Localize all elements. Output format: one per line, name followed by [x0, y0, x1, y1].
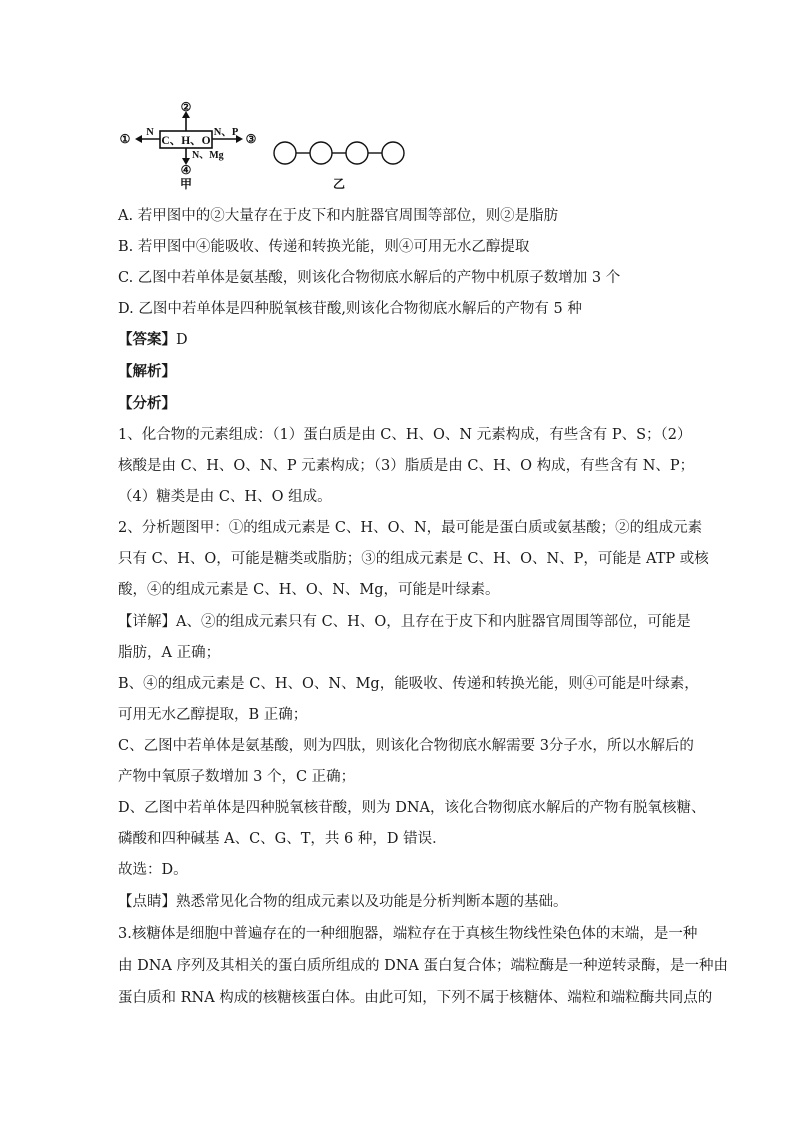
- analysis-line: 只有 C、H、O，可能是糖类或脂肪；③的组成元素是 C、H、O、N、P，可能是 ATP 或核: [118, 551, 709, 567]
- jia-bottom-number: ④: [180, 163, 192, 177]
- detail-line: 产物中氧原子数增加 3 个，C 正确；: [118, 769, 356, 785]
- question-3-line: 3.核糖体是细胞中普遍存在的一种细胞器，端粒存在于真核生物线性染色体的末端，是一种: [118, 926, 698, 942]
- question-3-line: 由 DNA 序列及其相关的蛋白质所组成的 DNA 蛋白复合体；端粒酶是一种逆转录酶，是一种由: [118, 958, 729, 974]
- fenxi-heading: 【分析】: [118, 395, 176, 412]
- analysis-line: （4）糖类是由 C、H、O 组成。: [118, 489, 332, 505]
- jia-left-arrowhead: [135, 135, 142, 143]
- analysis-line: 1、化合物的元素组成：（1）蛋白质是由 C、H、O、N 元素构成，有些含有 P、S；（2）: [118, 427, 692, 443]
- detail-line: C、乙图中若单体是氨基酸，则为四肽，则该化合物彻底水解需要 3分子水，所以水解后的: [118, 738, 694, 754]
- yi-monomer-2: [310, 142, 332, 164]
- jia-right-element: N、P: [213, 127, 239, 138]
- jia-bottom-element: N、Mg: [192, 150, 224, 161]
- detail-line: D、乙图中若单体是四种脱氧核苷酸，则为 DNA，该化合物彻底水解后的产物有脱氧核糖、: [118, 800, 706, 816]
- yi-monomer-4: [382, 142, 404, 164]
- detail-line: 【详解】A、②的组成元素只有 C、H、O，且存在于皮下和内脏器官周围等部位，可能是: [118, 614, 691, 630]
- jiexi-heading: 【解析】: [118, 363, 176, 380]
- detail-line: B、④的组成元素是 C、H、O、N、Mg，能吸收、传递和转换光能，则④可能是叶绿素，: [118, 676, 699, 692]
- analysis-line: 酸，④的组成元素是 C、H、O、N、Mg，可能是叶绿素。: [118, 582, 500, 598]
- answer-value: D: [176, 332, 188, 348]
- option-a: A. 若甲图中的②大量存在于皮下和内脏器官周围等部位，则②是脂肪: [118, 208, 559, 224]
- jia-center-text: C、H、O: [161, 135, 211, 147]
- analysis-line: 核酸是由 C、H、O、N、P 元素构成；（3）脂质是由 C、H、O 构成，有些含有 N、P；: [118, 458, 695, 474]
- detail-line: 脂肪，A 正确；: [118, 645, 221, 661]
- yi-monomer-3: [346, 142, 368, 164]
- yi-monomer-1: [274, 142, 296, 164]
- jia-left-element: N: [146, 127, 154, 138]
- jia-left-number: ①: [119, 132, 131, 146]
- detail-line: 磷酸和四种碱基 A、C、G、T，共 6 种，D 错误．: [118, 831, 447, 847]
- question-3-line: 蛋白质和 RNA 构成的核糖核蛋白体。由此可知，下列不属于核糖体、端粒和端粒酶共同点的: [118, 990, 713, 1006]
- detail-line: 可用无水乙醇提取，B 正确；: [118, 707, 308, 723]
- option-b: B. 若甲图中④能吸收、传递和转换光能，则④可用无水乙醇提取: [118, 239, 530, 255]
- answer-line: [118, 330, 678, 350]
- analysis-line: 2、分析题图甲：①的组成元素是 C、H、O、N，最可能是蛋白质或氨基酸；②的组成元素: [118, 520, 703, 536]
- option-c: C. 乙图中若单体是氨基酸，则该化合物彻底水解后的产物中机原子数增加 3 个: [118, 270, 621, 286]
- dianjing-line: 【点睛】熟悉常见化合物的组成元素以及功能是分析判断本题的基础。: [118, 894, 568, 910]
- jia-right-number: ③: [245, 132, 257, 146]
- jia-top-number: ②: [180, 100, 192, 114]
- detail-line: 故选：D。: [118, 862, 188, 878]
- option-d: D. 乙图中若单体是四种脱氧核苷酸,则该化合物彻底水解后的产物有 5 种: [118, 301, 582, 317]
- figure-yi: [274, 142, 404, 191]
- jia-label: 甲: [179, 177, 193, 191]
- yi-label: 乙: [332, 177, 346, 191]
- figure-jia: [120, 100, 257, 191]
- answer-label: 【答案】: [118, 331, 176, 348]
- figure-jia-yi: [118, 98, 418, 194]
